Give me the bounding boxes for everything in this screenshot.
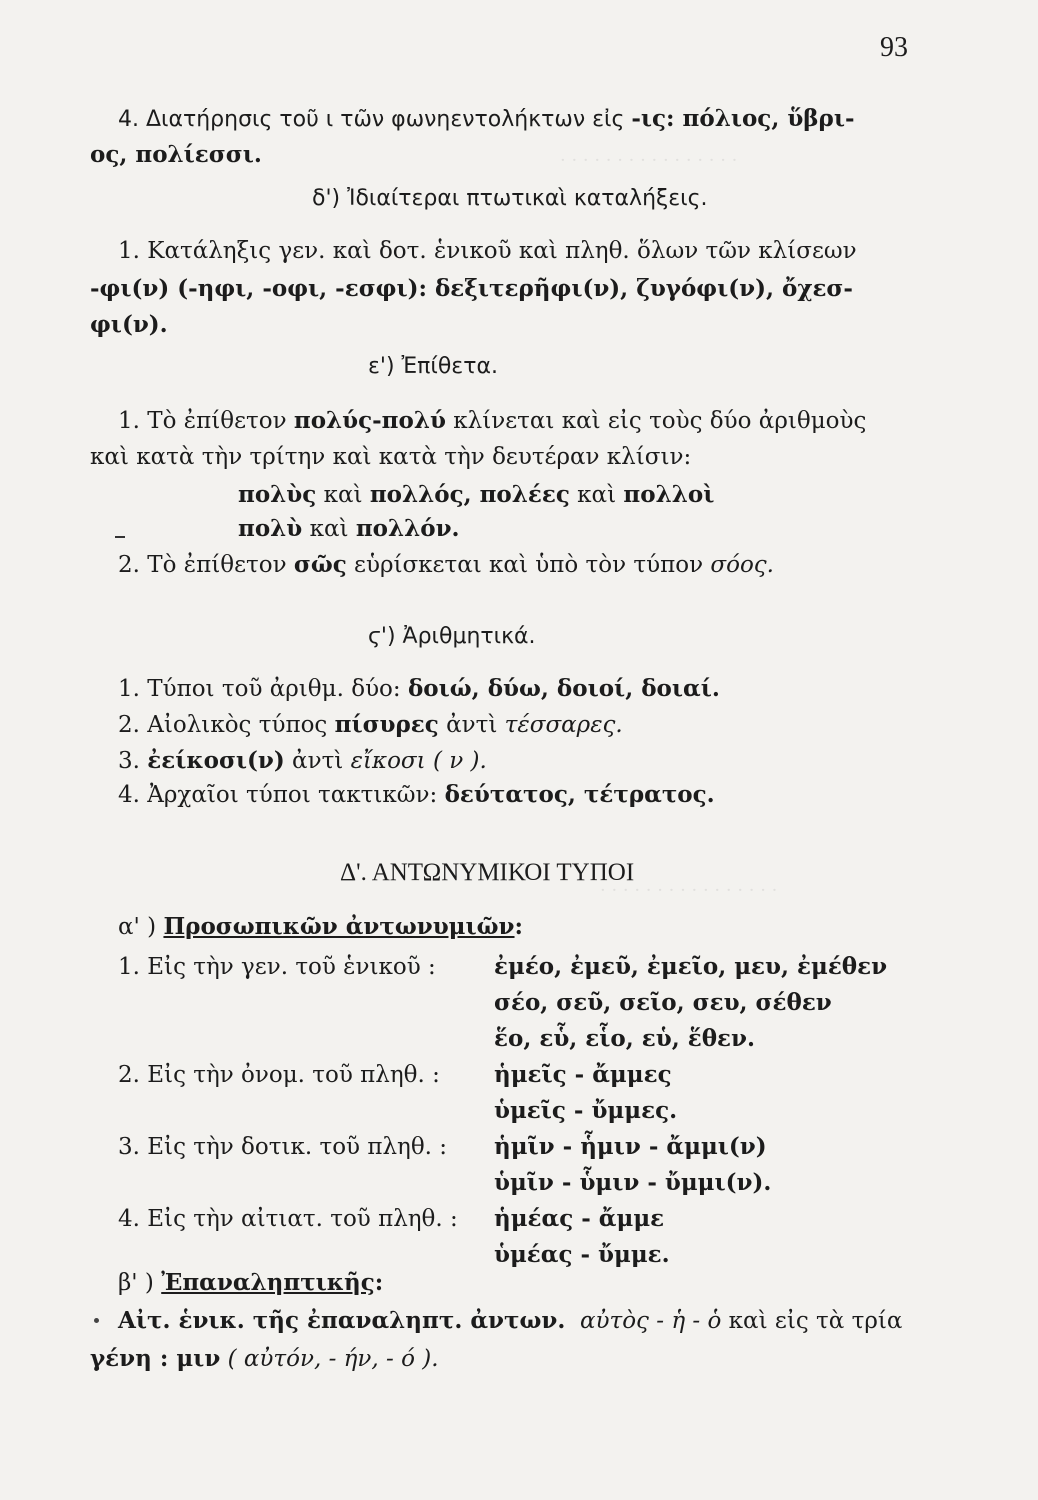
pronoun-row-3-forms: ἡμῖν - ἧμιν - ἄμμι(ν) <box>494 1133 767 1160</box>
pronoun-row-2-forms: ὑμεῖς - ὔμμες. <box>494 1097 678 1124</box>
pronoun-row-1-forms: σέο, σεῦ, σεῖο, σευ, σέθεν <box>494 989 832 1016</box>
subsection-alpha-heading: α' ) Προσωπικῶν ἀντωνυμιῶν: <box>118 913 524 940</box>
pronoun-row-4-label: 4. Εἰς τὴν αἰτιατ. τοῦ πληθ. : <box>118 1206 458 1232</box>
pronoun-row-1-label: 1. Εἰς τὴν γεν. τοῦ ἑνικοῦ : <box>118 954 436 980</box>
pronoun-row-2-label: 2. Εἰς τὴν ὀνομ. τοῦ πληθ. : <box>118 1062 440 1088</box>
page-number: 93 <box>880 32 908 63</box>
delta-line-1: 1. Κατάληξις γεν. καὶ δοτ. ἑνικοῦ καὶ πληθ. ὅλων τῶν κλίσεων <box>118 238 857 264</box>
section-stigma-heading: ϛ') Ἀριθμητικά. <box>368 624 536 649</box>
epsilon-forms-2: πολὺ καὶ πολλόν. <box>238 515 460 542</box>
pronoun-row-4-forms: ὑμέας - ὔμμε. <box>494 1241 670 1268</box>
epsilon-line-3: 2. Τὸ ἐπίθετον σῶς εὑρίσκεται καὶ ὑπὸ τὸν τύπον σόος. <box>118 551 774 578</box>
stigma-line-4: 4. Ἀρχαῖοι τύποι τακτικῶν: δεύτατος, τέτρατος. <box>118 781 715 808</box>
pronoun-row-4-forms: ἡμέας - ἄμμε <box>494 1205 665 1232</box>
delta-line-2: -φι(ν) (-ηφι, -οφι, -εσφι): δεξιτερῆφι(ν), ζυγόφι(ν), ὄχεσ- <box>90 275 853 302</box>
epsilon-line-1: 1. Τὸ ἐπίθετον πολύς-πολύ κλίνεται καὶ εἰς τοὺς δύο ἀριθμοὺς <box>118 407 867 434</box>
margin-dash-mark <box>115 536 125 538</box>
epsilon-line-2: καὶ κατὰ τὴν τρίτην καὶ κατὰ τὴν δευτέραν κλίσιν: <box>90 444 692 470</box>
margin-dot-mark <box>94 1318 99 1323</box>
beta-line-2: γένη : μιν ( αὐτόν, - ήν, - ό ). <box>90 1345 439 1372</box>
paragraph-4-line-1: 4. Διατήρησις τοῦ ι τῶν φωνηεντολήκτων εἰς -ις: πόλιος, ὕβρι- <box>118 105 855 132</box>
stigma-line-1: 1. Τύποι τοῦ ἀριθμ. δύο: δοιώ, δύω, δοιοί, δοιαί. <box>118 675 720 702</box>
pronoun-row-3-label: 3. Εἰς τὴν δοτικ. τοῦ πληθ. : <box>118 1134 448 1160</box>
subsection-beta-heading: β' ) Ἐπαναληπτικῆς: <box>118 1269 384 1296</box>
pronoun-row-1-forms: ἕο, εὗ, εἷο, εὑ, ἕθεν. <box>494 1025 755 1052</box>
show-through-text: · · · · · · · · · · · · · · · · <box>600 880 778 901</box>
section-epsilon-heading: ε') Ἐπίθετα. <box>368 354 498 379</box>
stigma-line-2: 2. Αἰολικὸς τύπος πίσυρες ἀντὶ τέσσαρες. <box>118 711 623 738</box>
pronoun-row-1-forms: ἐμέο, ἐμεῦ, ἐμεῖο, μευ, ἐμέθεν <box>494 953 888 980</box>
chapter-heading: Δ'. ΑΝΤΩΝΥΜΙΚΟΙ ΤΥΠΟΙ <box>340 859 635 886</box>
epsilon-forms-1: πολὺς καὶ πολλός, πολέες καὶ πολλοὶ <box>238 481 715 508</box>
pronoun-row-3-forms: ὑμῖν - ὗμιν - ὔμμι(ν). <box>494 1169 772 1196</box>
section-delta-heading: δ') Ἰδιαίτεραι πτωτικαὶ καταλήξεις. <box>312 186 708 211</box>
show-through-text: · · · · · · · · · · · · · · · · <box>560 150 738 171</box>
stigma-line-3: 3. ἐείκοσι(ν) ἀντὶ εἴκοσι ( ν ). <box>118 747 487 774</box>
beta-line-1: Αἰτ. ἑνικ. τῆς ἐπαναληπτ. ἀντων. αὐτὸς - ἡ - ὁ καὶ εἰς τὰ τρία <box>118 1307 903 1334</box>
pronoun-row-2-forms: ἡμεῖς - ἄμμες <box>494 1061 672 1088</box>
paragraph-4-line-2: ος, πολίεσσι. <box>90 141 262 168</box>
delta-line-3: φι(ν). <box>90 311 168 338</box>
